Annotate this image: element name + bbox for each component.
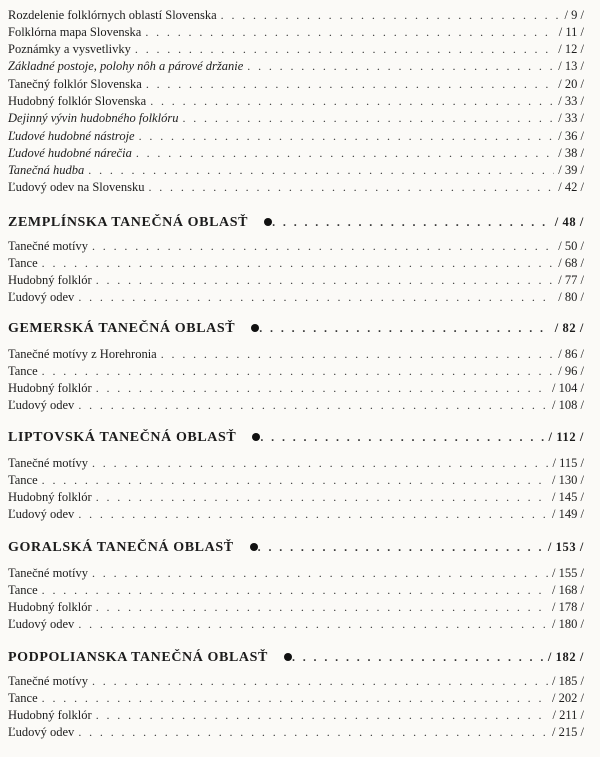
leader-dots (258, 542, 544, 552)
leader-dots (78, 727, 548, 737)
leader-dots (150, 96, 554, 106)
section-heading-page: / 82 / (554, 321, 584, 335)
toc-entry-page: / 202 / (552, 691, 584, 705)
section-heading-title: PODPOLIANSKA TANEČNÁ OBLASŤ (8, 650, 268, 665)
toc-entry-title: Tance (8, 256, 38, 270)
toc-entry-title: Ľudový odev na Slovensku (8, 180, 145, 194)
toc-entry-title: Rozdelenie folklórnych oblastí Slovenska (8, 8, 217, 22)
toc-entry-page: / 39 / (558, 163, 584, 177)
toc-entry-page: / 145 / (552, 490, 584, 504)
toc-entry (8, 347, 584, 362)
toc-entry-title: Tanečný folklór Slovenska (8, 77, 142, 91)
bullet-icon (264, 218, 272, 226)
leader-dots (145, 27, 554, 37)
toc-entry (8, 674, 584, 689)
toc-entry-page: / 50 / (558, 239, 584, 253)
leader-dots (78, 292, 554, 302)
toc-entry-title: Hudobný folklór (8, 600, 92, 614)
toc-entry (8, 129, 584, 144)
leader-dots (161, 349, 555, 359)
toc-entry-page: / 13 / (558, 59, 584, 73)
toc-entry-title: Ľudový odev (8, 617, 75, 631)
toc-entry (8, 290, 584, 305)
toc-entry-title: Tance (8, 364, 38, 378)
toc-entry (8, 94, 584, 109)
section-heading-title: LIPTOVSKÁ TANEČNÁ OBLASŤ (8, 430, 237, 445)
leader-dots (42, 585, 548, 595)
toc-entry-title: Hudobný folklór (8, 490, 92, 504)
toc-entry (8, 473, 584, 488)
toc-entry (8, 507, 584, 522)
leader-dots (96, 602, 548, 612)
toc-entry-page: / 149 / (552, 507, 584, 521)
toc-entry-page: / 86 / (558, 347, 584, 361)
toc-entry-page: / 211 / (552, 708, 584, 722)
toc-entry-page: / 68 / (558, 256, 584, 270)
leader-dots (92, 241, 554, 251)
toc-entry-title: Folklórna mapa Slovenska (8, 25, 142, 39)
section-heading-page: / 182 / (547, 650, 584, 664)
toc-entry (8, 566, 584, 581)
leader-dots (182, 113, 554, 123)
toc-entry-page: / 77 / (558, 273, 584, 287)
leader-dots (221, 10, 561, 20)
toc-entry (8, 239, 584, 254)
bullet-icon (251, 324, 259, 332)
leader-dots (42, 366, 555, 376)
toc-entry (8, 364, 584, 379)
toc-entry-title: Ľudový odev (8, 290, 75, 304)
toc-entry (8, 617, 584, 632)
toc-entry (8, 708, 584, 723)
leader-dots (92, 568, 548, 578)
leader-dots (260, 432, 544, 442)
toc-entry-title: Ľudový odev (8, 725, 75, 739)
toc-entry-title: Tanečné motívy (8, 239, 88, 253)
section-heading-title: ZEMPLÍNSKA TANEČNÁ OBLASŤ (8, 215, 249, 230)
toc-entry-page: / 168 / (552, 583, 584, 597)
toc-entry-title: Tanečné motívy z Horehronia (8, 347, 157, 361)
toc-entry-title: Základné postoje, polohy nôh a párové držanie (8, 59, 244, 73)
bullet-icon (252, 433, 260, 441)
leader-dots (92, 676, 548, 686)
leader-dots (136, 148, 554, 158)
section-heading-page: / 153 / (547, 540, 584, 554)
toc-entry-title: Ľudový odev (8, 398, 75, 412)
bullet-icon (250, 543, 258, 551)
section-heading (8, 540, 584, 555)
section-heading-page: / 112 / (548, 430, 584, 444)
toc-entry (8, 163, 584, 178)
section-heading (8, 650, 584, 665)
leader-dots (146, 79, 554, 89)
leader-dots (78, 509, 548, 519)
toc-entry-title: Tanečné motívy (8, 566, 88, 580)
leader-dots (42, 693, 548, 703)
leader-dots (42, 475, 548, 485)
toc-entry (8, 256, 584, 271)
toc-entry-page: / 33 / (558, 94, 584, 108)
toc-entry-title: Tance (8, 473, 38, 487)
toc-entry (8, 381, 584, 396)
toc-entry-page: / 180 / (552, 617, 584, 631)
toc-entry-title: Tanečné motívy (8, 674, 88, 688)
section-heading (8, 430, 584, 445)
toc-entry-page: / 36 / (558, 129, 584, 143)
leader-dots (135, 44, 554, 54)
toc-entry-title: Ľudové hudobné nástroje (8, 129, 135, 143)
toc-entry-title: Hudobný folklór (8, 708, 92, 722)
leader-dots (259, 323, 550, 333)
toc-entry-page: / 12 / (558, 42, 584, 56)
leader-dots (272, 217, 551, 227)
toc-entry-page: / 104 / (552, 381, 584, 395)
toc-entry (8, 583, 584, 598)
toc-entry-title: Tanečné motívy (8, 456, 88, 470)
toc-entry-title: Tance (8, 583, 38, 597)
toc-entry (8, 42, 584, 57)
toc-entry-page: / 42 / (558, 180, 584, 194)
toc-entry-page: / 11 / (558, 25, 584, 39)
bullet-icon (284, 653, 292, 661)
leader-dots (96, 492, 548, 502)
toc-entry-page: / 155 / (552, 566, 584, 580)
toc-entry (8, 490, 584, 505)
toc-entry-title: Tance (8, 691, 38, 705)
toc-entry-title: Poznámky a vysvetlivky (8, 42, 131, 56)
toc-entry (8, 59, 584, 74)
leader-dots (42, 258, 555, 268)
leader-dots (292, 652, 544, 662)
toc-entry-title: Hudobný folklór Slovenska (8, 94, 147, 108)
toc-entry-title: Ľudový odev (8, 507, 75, 521)
toc-entry (8, 25, 584, 40)
toc-entry-page: / 215 / (552, 725, 584, 739)
toc-entry (8, 398, 584, 413)
toc-entry (8, 180, 584, 195)
leader-dots (78, 619, 548, 629)
leader-dots (139, 131, 555, 141)
toc-entry-title: Tanečná hudba (8, 163, 85, 177)
leader-dots (96, 383, 548, 393)
toc-entry (8, 8, 584, 23)
leader-dots (92, 458, 549, 468)
section-heading-title: GORALSKÁ TANEČNÁ OBLASŤ (8, 540, 234, 555)
section-heading-title: GEMERSKÁ TANEČNÁ OBLASŤ (8, 321, 236, 336)
toc-entry-page: / 115 / (552, 456, 584, 470)
toc-entry-page: / 178 / (552, 600, 584, 614)
section-heading (8, 215, 584, 230)
toc-entry-page: / 20 / (558, 77, 584, 91)
leader-dots (78, 400, 548, 410)
toc-entry-title: Hudobný folklór (8, 381, 92, 395)
toc-entry-page: / 108 / (552, 398, 584, 412)
leader-dots (96, 275, 555, 285)
toc-entry-page: / 33 / (558, 111, 584, 125)
leader-dots (148, 182, 554, 192)
toc-entry-page: / 96 / (558, 364, 584, 378)
toc-entry (8, 146, 584, 161)
toc-entry-page: / 130 / (552, 473, 584, 487)
toc-entry (8, 725, 584, 740)
toc-entry-page: / 9 / (564, 8, 584, 22)
section-heading-page: / 48 / (554, 215, 584, 229)
toc-entry (8, 456, 584, 471)
toc-entry (8, 691, 584, 706)
section-heading (8, 321, 584, 336)
toc-entry-page: / 80 / (558, 290, 584, 304)
toc-entry-title: Hudobný folklór (8, 273, 92, 287)
leader-dots (88, 165, 554, 175)
toc-entry (8, 77, 584, 92)
toc-entry (8, 273, 584, 288)
leader-dots (247, 61, 554, 71)
toc-entry (8, 600, 584, 615)
leader-dots (96, 710, 549, 720)
toc-entry-title: Ľudové hudobné nárečia (8, 146, 132, 160)
toc-entry-title: Dejinný vývin hudobného folklóru (8, 111, 179, 125)
toc-entry-page: / 38 / (558, 146, 584, 160)
toc-entry (8, 111, 584, 126)
toc-entry-page: / 185 / (552, 674, 584, 688)
